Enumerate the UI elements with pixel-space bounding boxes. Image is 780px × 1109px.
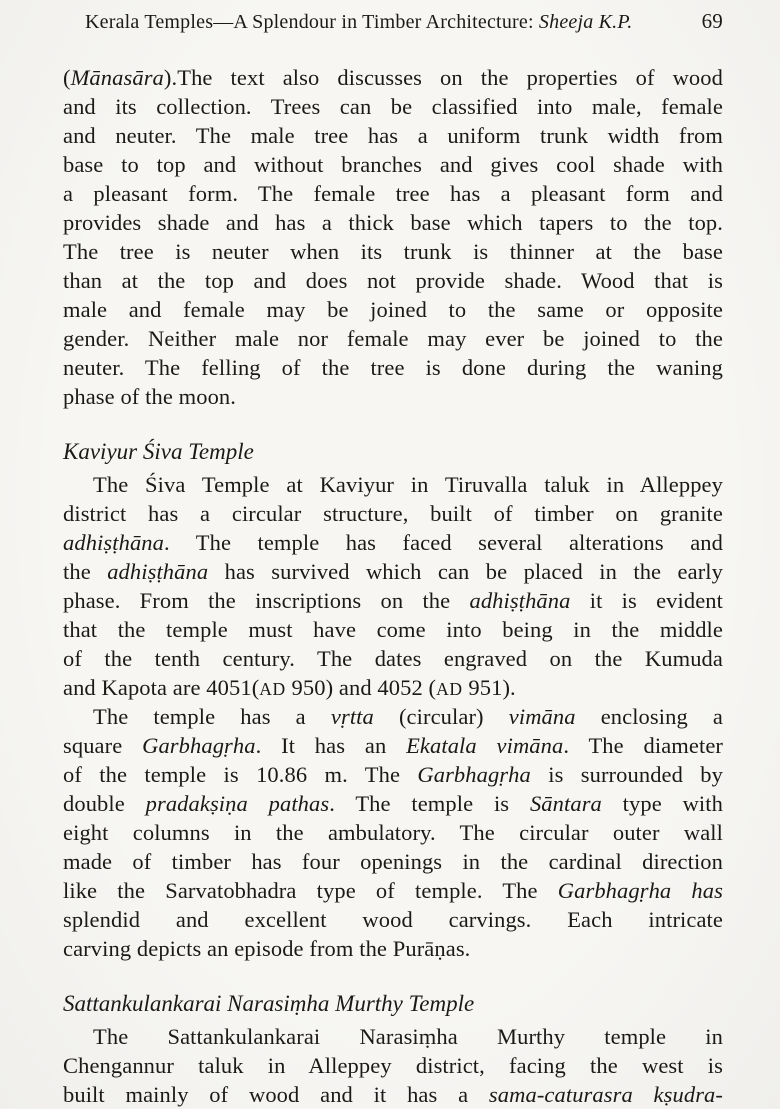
text-run: the <box>63 559 108 584</box>
text-run: Chengannur taluk in Alleppey district, facing the west is <box>63 1053 723 1078</box>
text-run: base to top and without branches and gives cool shade with <box>63 152 723 177</box>
text-line <box>63 789 723 818</box>
text-run: a pleasant form. The female tree has a pleasant form and <box>63 181 723 206</box>
text-run: phase. From the inscriptions on the <box>63 588 470 613</box>
page-number: 69 <box>701 9 723 33</box>
text-line <box>63 1022 723 1051</box>
text-run: . It has an <box>255 733 407 758</box>
italic-term: adhiṣṭhāna <box>63 530 165 555</box>
text-run: eight columns in the ambulatory. The circular outer wall <box>63 820 723 845</box>
text-line <box>63 63 723 92</box>
text-run: splendid and excellent wood carvings. Each intricate <box>63 907 723 932</box>
text-run: 950) and 4052 ( <box>285 675 437 700</box>
text-run: has survived which can be placed in the early <box>208 559 723 584</box>
text-run: gender. Neither male nor female may ever be joined to the <box>63 326 723 351</box>
text-run: and Kapota are 4051( <box>63 675 260 700</box>
text-run: The tree is neuter when its trunk is thinner at the base <box>63 239 723 264</box>
text-run: provides shade and has a thick base which tapers to the top. <box>63 210 723 235</box>
text-line <box>63 528 723 557</box>
text-run: made of timber has four openings in the cardinal direction <box>63 849 723 874</box>
text-run: . The temple has faced several alterations and <box>164 530 723 555</box>
text-line <box>63 876 723 905</box>
text-run: type with <box>601 791 723 816</box>
text-run: like the Sarvatobhadra type of temple. The <box>63 878 558 903</box>
text-line <box>63 121 723 150</box>
text-line <box>63 324 723 353</box>
text-run: 951). <box>462 675 516 700</box>
text-line <box>63 702 723 731</box>
page-content <box>63 63 723 1109</box>
italic-term: adhiṣṭhāna <box>469 588 571 613</box>
italic-term: Garbhagṛha <box>417 762 531 787</box>
smallcaps-era: AD <box>436 679 463 699</box>
italic-term: Ekatala vimāna <box>406 733 564 758</box>
text-run: neuter. The felling of the tree is done during the waning <box>63 355 723 380</box>
text-run: carving depicts an episode from the Purāṇas. <box>63 936 471 961</box>
text-line <box>63 673 723 702</box>
text-line <box>63 353 723 382</box>
text-run: built mainly of wood and it has a <box>63 1082 489 1107</box>
running-header <box>63 8 723 35</box>
text-line <box>63 731 723 760</box>
text-run: The temple has a <box>93 704 331 729</box>
text-run: and its collection. Trees can be classified into male, female <box>63 94 723 119</box>
text-line <box>63 179 723 208</box>
text-run: The Sattankulankarai Narasiṃha Murthy temple in <box>93 1024 723 1049</box>
text-line <box>63 1080 723 1109</box>
italic-term: adhiṣṭhāna <box>107 559 209 584</box>
running-title-author: Sheeja K.P. <box>538 11 633 33</box>
running-title-text: Kerala Temples—A Splendour in Timber Architecture: <box>85 11 539 33</box>
text-run: . The temple is <box>329 791 530 816</box>
text-line <box>63 615 723 644</box>
italic-term: pradakṣiṇa pathas <box>145 791 330 816</box>
text-run: of the temple is 10.86 m. The <box>63 762 418 787</box>
italic-term: Garbhagṛha <box>142 733 256 758</box>
text-run: (circular) <box>373 704 509 729</box>
italic-term: vṛtta <box>330 704 374 729</box>
text-line <box>63 470 723 499</box>
text-run: and neuter. The male tree has a uniform trunk width from <box>63 123 723 148</box>
text-run: phase of the moon. <box>63 384 237 409</box>
text-run: of the tenth century. The dates engraved on the Kumuda <box>63 646 723 671</box>
text-run: that the temple must have come into being in the middle <box>63 617 723 642</box>
section-heading: Kaviyur Śiva Temple <box>63 439 254 464</box>
text-line <box>63 760 723 789</box>
text-line <box>63 499 723 528</box>
text-line <box>63 237 723 266</box>
italic-term: Sāntara <box>529 791 602 816</box>
text-run: male and female may be joined to the same or opposite <box>63 297 723 322</box>
smallcaps-era: AD <box>259 679 286 699</box>
text-line <box>63 295 723 324</box>
text-line <box>63 266 723 295</box>
paragraph <box>63 63 723 411</box>
text-line <box>63 92 723 121</box>
text-run: square <box>63 733 143 758</box>
text-run: double <box>63 791 146 816</box>
text-line <box>63 150 723 179</box>
paragraph <box>63 470 723 702</box>
text-run: . The diameter <box>563 733 723 758</box>
text-line <box>63 905 723 934</box>
section-heading: Sattankulankarai Narasiṃha Murthy Temple <box>63 991 475 1016</box>
italic-term: sama-caturasra kṣudra- <box>488 1082 723 1107</box>
text-line <box>63 382 723 411</box>
paragraph <box>63 702 723 963</box>
italic-term: Mānasāra <box>70 65 164 90</box>
text-run: ( <box>63 65 71 90</box>
text-run: The Śiva Temple at Kaviyur in Tiruvalla taluk in Alleppey <box>93 472 723 497</box>
running-title <box>85 9 632 35</box>
text-run: district has a circular structure, built of timber on granite <box>63 501 723 526</box>
italic-term: vimāna <box>508 704 576 729</box>
text-line <box>63 847 723 876</box>
text-line <box>63 208 723 237</box>
text-run: is surrounded by <box>530 762 723 787</box>
text-line <box>63 934 723 963</box>
text-line <box>63 644 723 673</box>
paragraph <box>63 1022 723 1109</box>
italic-term: Garbhagṛha has <box>557 878 723 903</box>
text-run: ).The text also discusses on the properties of wood <box>163 65 723 90</box>
text-line <box>63 557 723 586</box>
text-line <box>63 1051 723 1080</box>
text-run: it is evident <box>570 588 723 613</box>
text-run: than at the top and does not provide shade. Wood that is <box>63 268 723 293</box>
text-run: enclosing a <box>575 704 723 729</box>
text-line <box>63 586 723 615</box>
text-line <box>63 818 723 847</box>
